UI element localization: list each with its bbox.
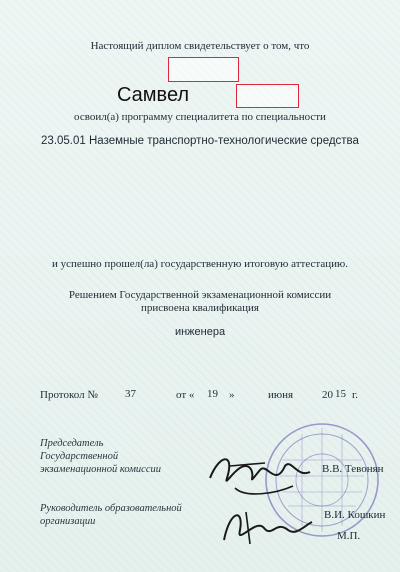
qualification: инженера <box>174 326 226 338</box>
protocol-number: 37 <box>125 388 136 400</box>
attestation-line: и успешно прошел(ла) государственную итоговую аттестацию. <box>52 258 348 270</box>
protocol-label: Протокол № <box>40 389 98 401</box>
protocol-close-quote: » <box>229 389 235 401</box>
program-line: освоил(а) программу специалитета по специальности <box>74 111 326 123</box>
head-signature <box>216 500 316 550</box>
chair-line-3: экзаменационной комиссии <box>40 464 161 475</box>
redacted-patronymic <box>236 84 299 108</box>
protocol-year-prefix: 20 <box>322 389 333 401</box>
protocol-day: 19 <box>207 388 218 400</box>
protocol-from: от « <box>176 389 195 401</box>
chair-line-1: Председатель <box>40 438 104 449</box>
head-line-2: организации <box>40 516 96 527</box>
specialty: 23.05.01 Наземные транспортно-технологические средства <box>41 135 359 147</box>
protocol-year-suffix: г. <box>352 389 359 401</box>
redacted-last-name <box>168 57 239 82</box>
chair-line-2: Государственной <box>40 451 119 462</box>
stamp-place: М.П. <box>337 530 361 542</box>
chair-signature <box>205 448 315 508</box>
head-name: В.И. Кошкин <box>324 509 386 521</box>
commission-line-2: присвоена квалификация <box>141 302 259 314</box>
protocol-month: июня <box>268 389 294 401</box>
commission-line-1: Решением Государственной экзаменационной комиссии <box>68 289 332 301</box>
head-line-1: Руководитель образовательной <box>40 503 182 514</box>
holder-first-name: Самвел <box>117 84 190 106</box>
protocol-year-tail: 15 <box>335 388 346 400</box>
chair-name: В.В. Тевонян <box>322 463 384 475</box>
intro-text: Настоящий диплом свидетельствует о том, что <box>90 40 310 52</box>
